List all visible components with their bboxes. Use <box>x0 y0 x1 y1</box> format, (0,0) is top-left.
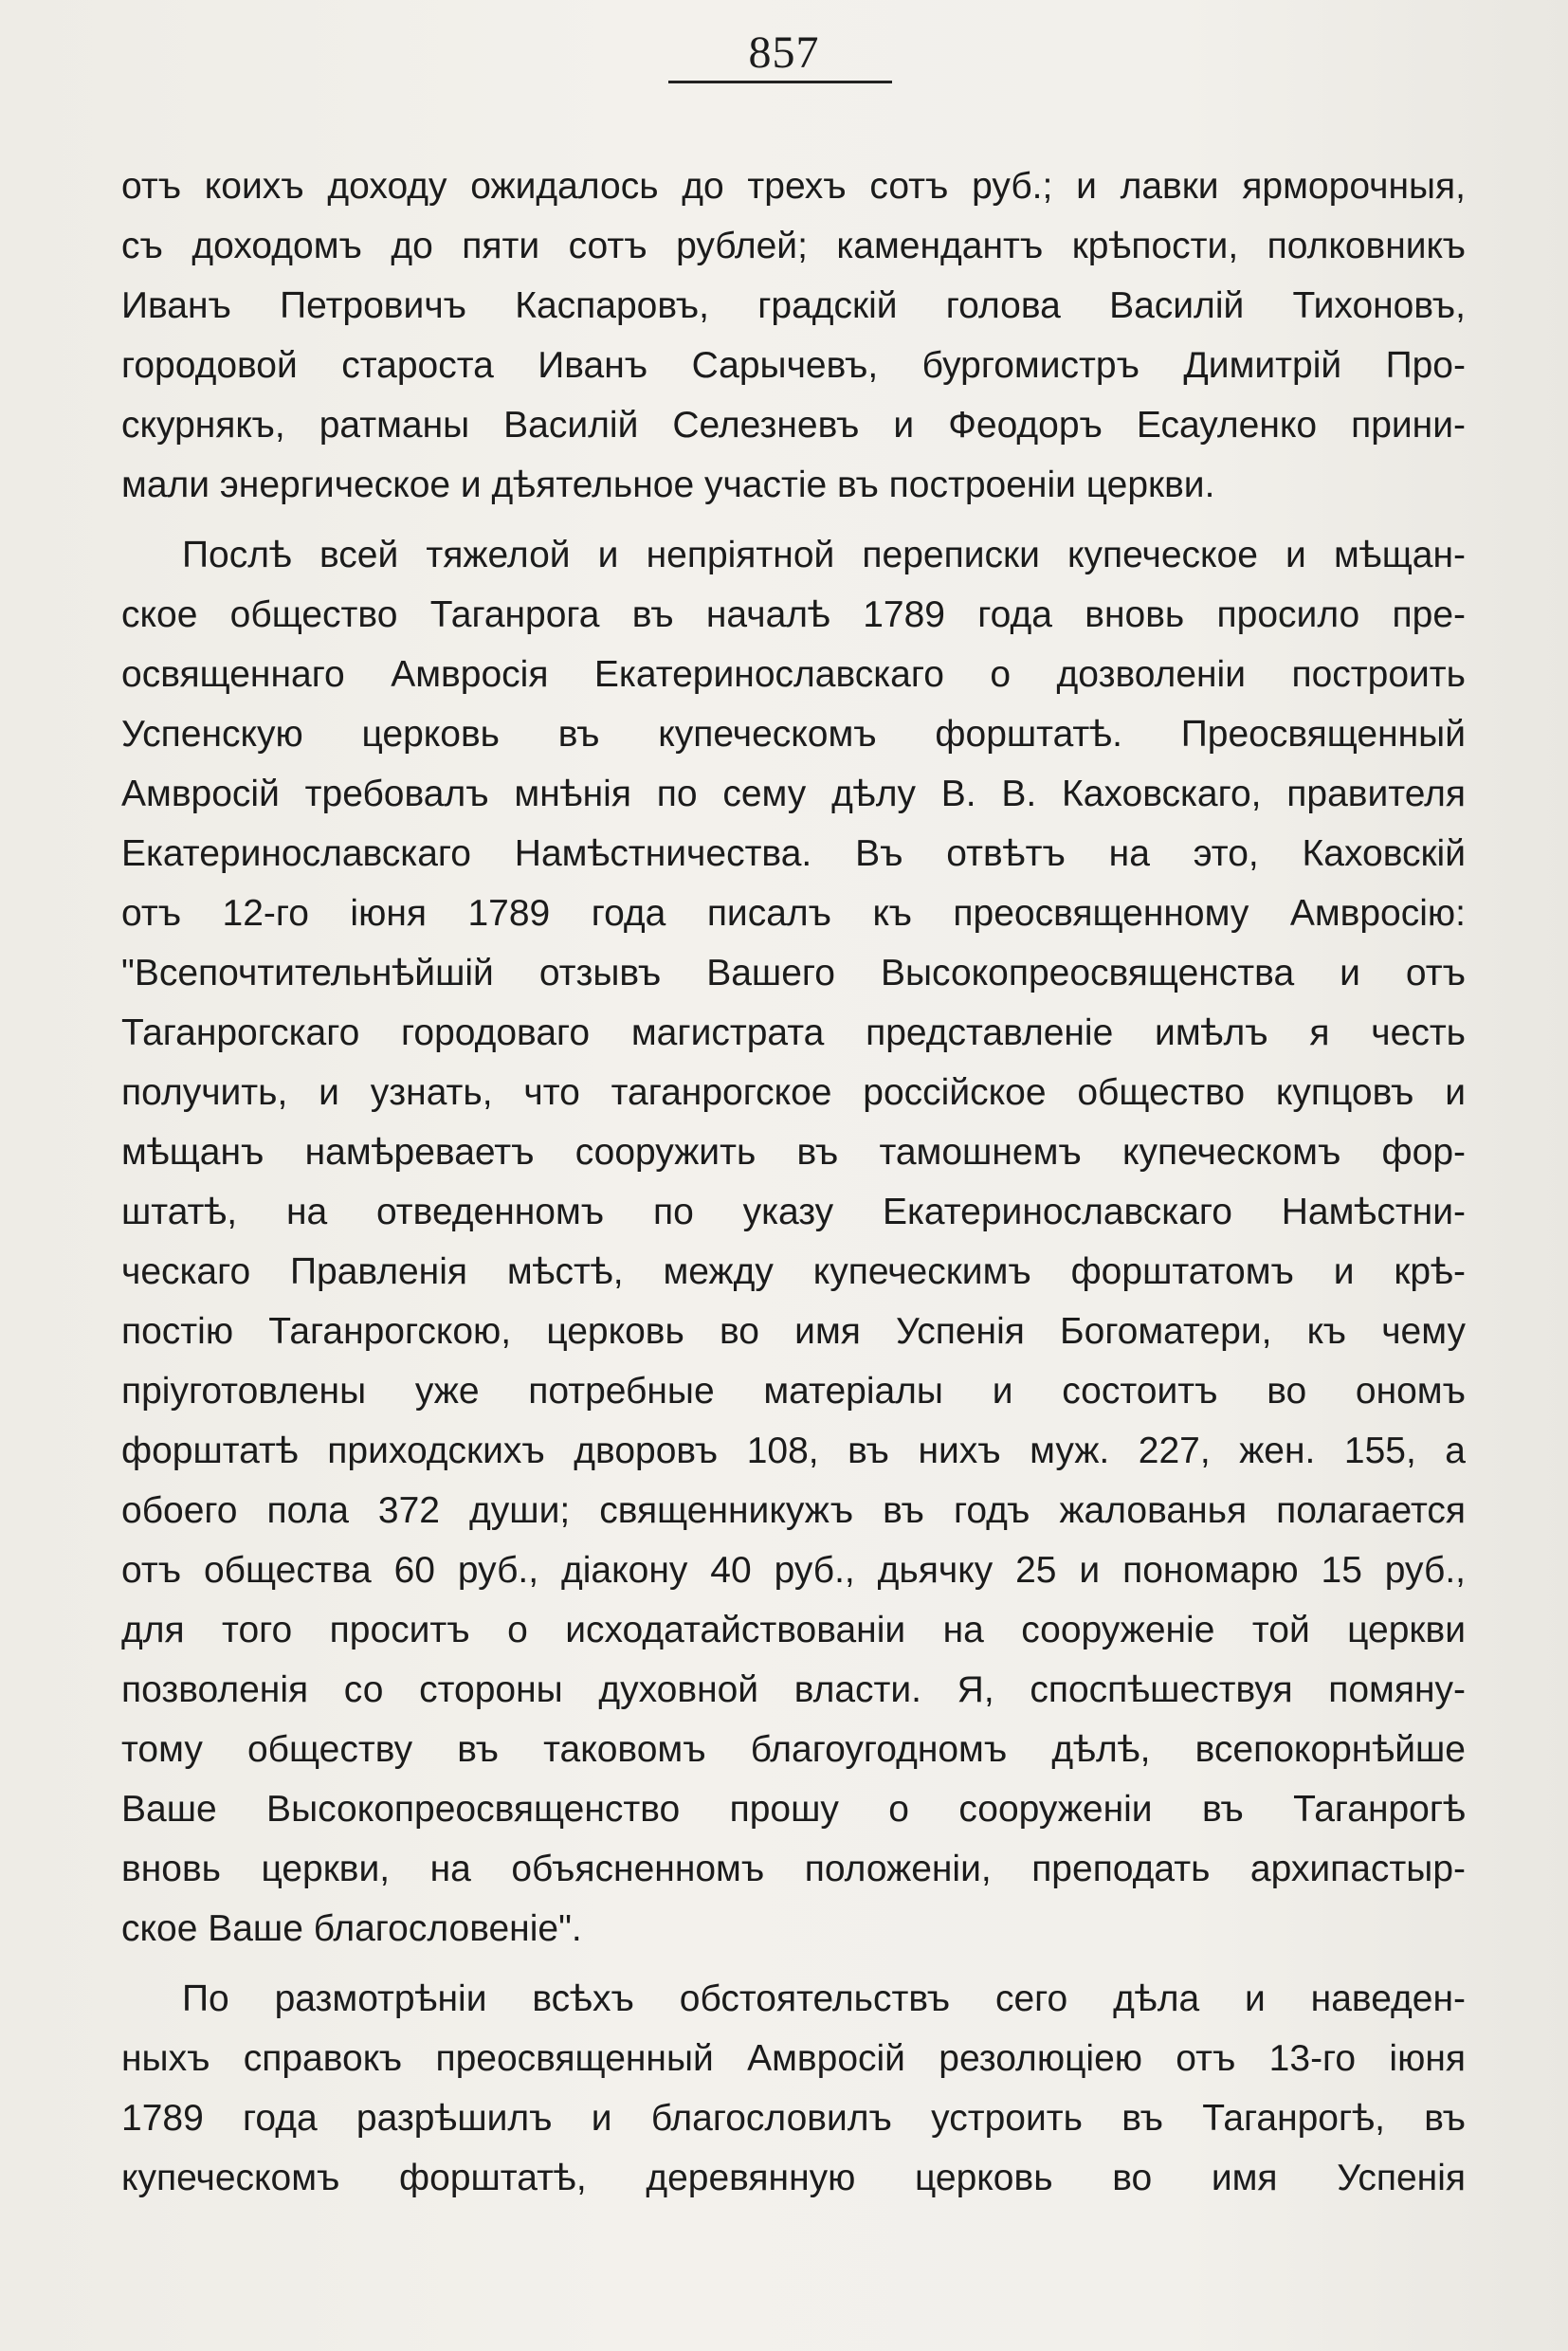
text-line: купеческомъ форштатѣ, деревянную церковь во имя Успенія <box>121 2158 1466 2198</box>
text-line: тому обществу въ таковомъ благоугодномъ дѣлѣ, всепокорнѣйше <box>121 1729 1466 1770</box>
text-line: позволенія со стороны духовной власти. Я, споспѣшествуя помяну- <box>121 1669 1466 1710</box>
text-line: Послѣ всей тяжелой и непріятной переписки купеческое и мѣщан- <box>182 535 1466 575</box>
text-line: Успенскую церковь въ купеческомъ форштатѣ. Преосвященный <box>121 714 1466 755</box>
text-line: "Всепочтительнѣйшій отзывъ Вашего Высокопреосвященства и отъ <box>121 953 1466 993</box>
text-line: постію Таганрогскою, церковь во имя Успенія Богоматери, къ чему <box>121 1311 1466 1352</box>
text-line: Ваше Высокопреосвященство прошу о сооруженіи въ Таганрогѣ <box>121 1789 1466 1830</box>
text-line: форштатѣ приходскихъ дворовъ 108, въ нихъ муж. 227, жен. 155, а <box>121 1431 1466 1471</box>
text-line: отъ 12-го іюня 1789 года писалъ къ преосвященному Амвросію: <box>121 893 1466 934</box>
text-line: ское Ваше благословеніе". <box>121 1908 582 1949</box>
body-text <box>121 156 1466 2208</box>
text-line: скурнякъ, ратманы Василій Селезневъ и Феодоръ Есауленко прини- <box>121 405 1466 446</box>
text-line: ческаго Правленія мѣстѣ, между купеческимъ форштатомъ и крѣ- <box>121 1251 1466 1292</box>
text-line: мали энергическое и дѣятельное участіе въ построеніи церкви. <box>121 465 1215 505</box>
text-line: Екатеринославскаго Намѣстничества. Въ отвѣтъ на это, Каховскій <box>121 833 1466 874</box>
text-line: Таганрогскаго городоваго магистрата представленіе имѣлъ я честь <box>121 1012 1466 1053</box>
text-line: для того проситъ о исходатайствованіи на сооруженіе той церкви <box>121 1610 1466 1650</box>
text-line: Иванъ Петровичъ Каспаровъ, градскій голова Василій Тихоновъ, <box>121 285 1466 326</box>
page-number: 857 <box>748 27 820 78</box>
text-line: получить, и узнать, что таганрогское россійское общество купцовъ и <box>121 1072 1466 1113</box>
text-line: ское общество Таганрога въ началѣ 1789 года вновь просило пре- <box>121 594 1466 635</box>
text-line: отъ общества 60 руб., діакону 40 руб., дьячку 25 и пономарю 15 руб., <box>121 1550 1466 1591</box>
text-line: пріуготовлены уже потребные матеріалы и состоитъ во ономъ <box>121 1371 1466 1412</box>
text-line: Амвросій требовалъ мнѣнія по сему дѣлу В. В. Каховскаго, правителя <box>121 774 1466 814</box>
text-line: ныхъ справокъ преосвященный Амвросій резолюціею отъ 13-го іюня <box>121 2038 1466 2079</box>
text-line: освященнаго Амвросія Екатеринославскаго о дозволеніи построить <box>121 654 1466 695</box>
text-line: 1789 года разрѣшилъ и благословилъ устроить въ Таганрогѣ, въ <box>121 2098 1466 2139</box>
text-line: штатѣ, на отведенномъ по указу Екатеринославскаго Намѣстни- <box>121 1192 1466 1232</box>
text-line: съ доходомъ до пяти сотъ рублей; камендантъ крѣпости, полковникъ <box>121 226 1466 266</box>
page-number-rule <box>668 81 892 83</box>
text-line: вновь церкви, на объясненномъ положеніи, преподать архипастыр- <box>121 1849 1466 1889</box>
text-line: мѣщанъ намѣреваетъ сооружить въ тамошнемъ купеческомъ фор- <box>121 1132 1466 1173</box>
text-line: городовой староста Иванъ Сарычевъ, бургомистръ Димитрій Про- <box>121 345 1466 386</box>
text-line: обоего пола 372 души; священникужъ въ годъ жалованья полагается <box>121 1490 1466 1531</box>
text-line: По размотрѣніи всѣхъ обстоятельствъ сего дѣла и наведен- <box>182 1978 1466 2019</box>
text-line: отъ коихъ доходу ожидалось до трехъ сотъ руб.; и лавки ярморочныя, <box>121 166 1466 207</box>
